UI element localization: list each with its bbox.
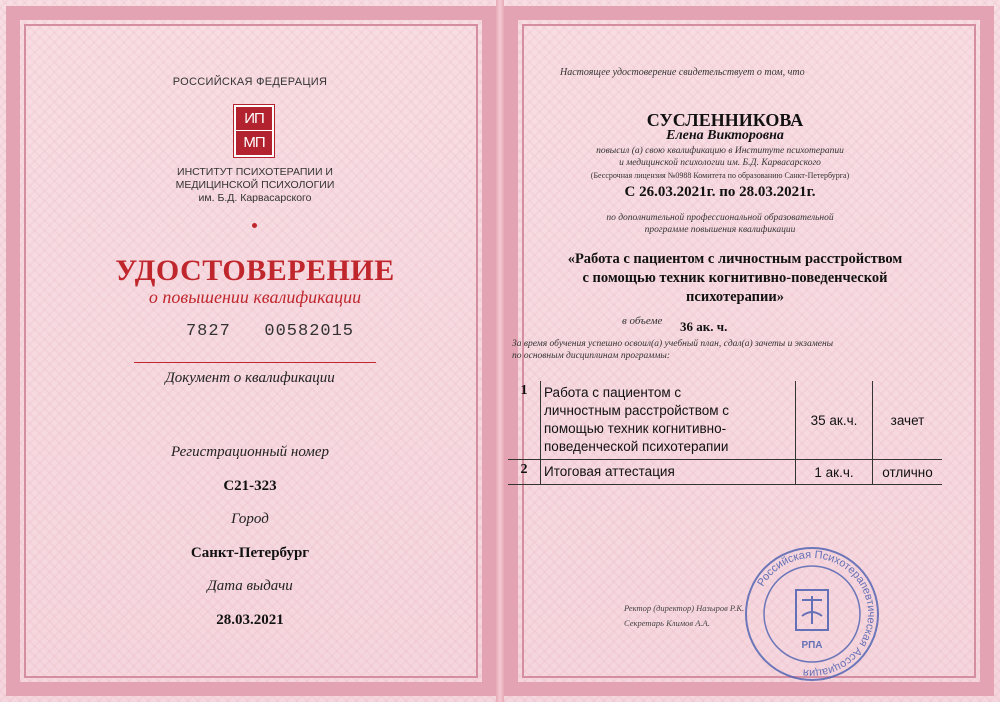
intro-text: Настоящее удостоверение свидетельствует о том, что xyxy=(560,67,805,78)
study-line-2: по основным дисциплинам программы: xyxy=(512,351,671,361)
subject-name-line: Работа с пациентом с xyxy=(544,385,682,400)
subject-number: 2 xyxy=(508,460,541,485)
holder-given-names: Елена Викторовна xyxy=(666,128,784,143)
program-intro-line-2: программе повышения квалификации xyxy=(644,225,796,235)
subject-name xyxy=(541,381,796,460)
subject-name: Итоговая аттестация xyxy=(541,460,796,485)
volume-value: 36 ак. ч. xyxy=(680,319,728,334)
program-intro xyxy=(560,212,880,236)
institute-line-2: МЕДИЦИНСКОЙ ПСИХОЛОГИИ xyxy=(175,179,335,191)
license-text: (Бессрочная лицензия №0988 Комитета по образованию Санкт-Петербурга) xyxy=(590,171,850,180)
stamp-inner-text: РПА xyxy=(801,640,823,651)
official-stamp xyxy=(742,544,882,684)
issue-date-label: Дата выдачи xyxy=(207,578,293,594)
subject-name-line: помощью техник когнитивно- xyxy=(544,421,727,436)
program-line-3: психотерапии» xyxy=(686,289,784,305)
qualification-line-2: и медицинской психологии им. Б.Д. Карвасарского xyxy=(619,158,821,168)
stamp-ring-textpath: Российская Психотерапевтическая Ассоциация xyxy=(755,548,878,680)
secretary-signature-line: Секретарь Климов А.А. xyxy=(624,618,710,628)
table-row xyxy=(508,381,942,460)
city-value: Санкт-Петербург xyxy=(190,545,310,561)
subject-hours: 1 ак.ч. xyxy=(796,460,873,485)
qualification-text xyxy=(560,145,880,169)
institute-logo xyxy=(234,105,274,157)
subject-number: 1 xyxy=(508,381,541,460)
study-text xyxy=(512,338,872,362)
document-type-label: Документ о квалификации xyxy=(165,370,335,386)
certificate-title: УДОСТОВЕРЕНИЕ xyxy=(115,254,395,287)
red-dot-ornament xyxy=(252,223,257,228)
serial-value: 00582015 xyxy=(264,322,355,341)
subject-name-line: поведенческой психотерапии xyxy=(544,439,729,454)
institute-line-1: ИНСТИТУТ ПСИХОТЕРАПИИ И xyxy=(177,166,333,178)
issue-date-value: 28.03.2021 xyxy=(216,612,284,628)
serial-prefix: 7827 xyxy=(185,322,231,341)
rector-signature-line: Ректор (директор) Назыров Р.К. xyxy=(624,603,745,613)
study-line-1: За время обучения успешно освоил(а) учебный план, сдал(а) зачеты и экзамены xyxy=(512,339,834,349)
serial-number xyxy=(180,322,360,341)
volume-label: в объеме xyxy=(622,315,663,327)
training-dates: С 26.03.2021г. по 28.03.2021г. xyxy=(624,184,816,200)
program-line-2: с помощью техник когнитивно-поведенческой xyxy=(582,270,888,286)
federation-header: РОССИЙСКАЯ ФЕДЕРАЦИЯ xyxy=(172,76,328,88)
subject-result: зачет xyxy=(873,381,943,460)
institute-name xyxy=(150,166,360,205)
qualification-line-1: повысил (а) свою квалификацию в Институте психотерапии xyxy=(596,146,844,156)
logo-bottom-text: МП xyxy=(243,134,265,151)
city-label: Город xyxy=(231,511,269,527)
red-divider xyxy=(134,362,376,363)
page-fold xyxy=(496,0,504,702)
registration-label: Регистрационный номер xyxy=(170,444,329,460)
table-row xyxy=(508,460,942,485)
subject-result: отлично xyxy=(873,460,943,485)
logo-top-text: ИП xyxy=(236,107,272,131)
registration-value: С21-323 xyxy=(223,478,277,494)
subject-name-line: личностным расстройством с xyxy=(544,403,730,418)
subject-hours: 35 ак.ч. xyxy=(796,381,873,460)
program-title xyxy=(535,250,935,307)
certificate-subtitle: о повышении квалификации xyxy=(148,287,362,307)
subjects-table xyxy=(508,381,942,485)
program-line-1: «Работа с пациентом с личностным расстройством xyxy=(567,251,903,267)
holder-surname: СУСЛЕННИКОВА xyxy=(646,110,804,130)
institute-line-3: им. Б.Д. Карвасарского xyxy=(198,192,312,204)
program-intro-line-1: по дополнительной профессиональной образовательной xyxy=(606,213,834,223)
